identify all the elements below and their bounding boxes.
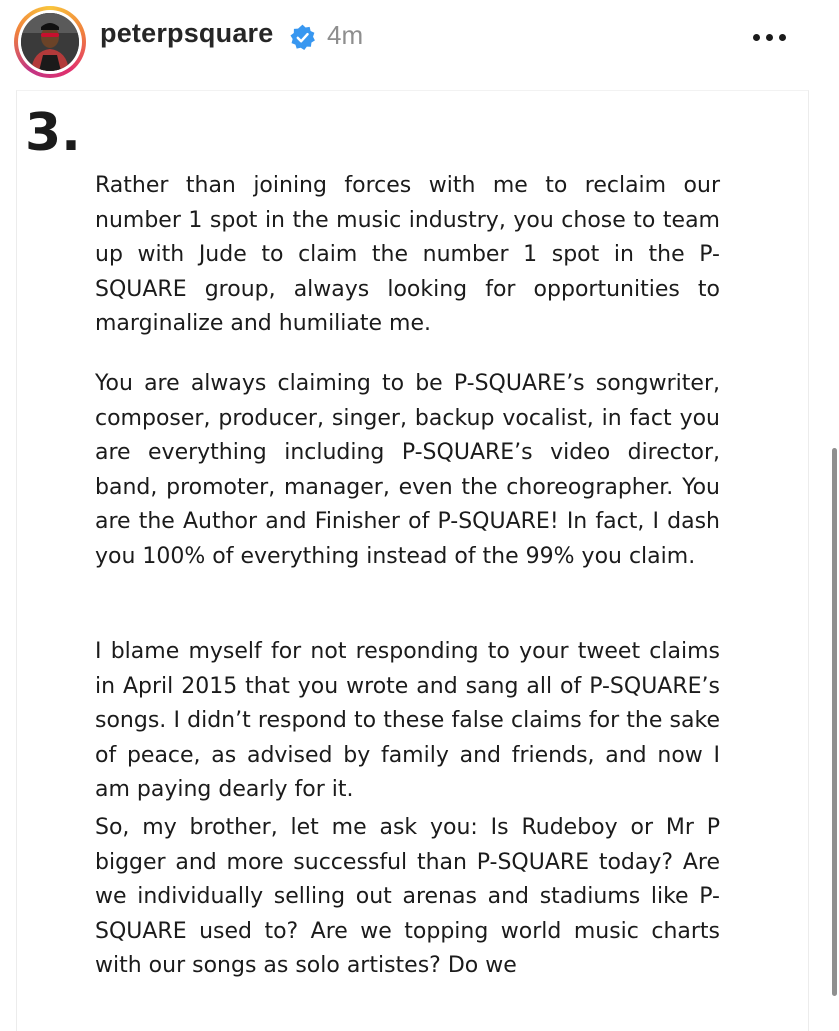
section-number: 3. <box>25 103 81 163</box>
avatar[interactable] <box>21 13 79 71</box>
post-header <box>0 0 839 84</box>
verified-badge-icon <box>289 24 316 51</box>
paragraph-2: You are always claiming to be P-SQUARE’s songwriter, composer, producer, singer, backup vocalist, in fact you are everything including P-SQUARE’s video director, band, promoter, manager, even the choreographer. You are the Author and Finisher of P-SQUARE! In fact, I dash you 100% of everything instead of the 99% you claim. <box>95 371 720 569</box>
more-options-button[interactable] <box>751 34 791 44</box>
post-image-document <box>16 90 809 1031</box>
scrollbar[interactable] <box>832 448 837 996</box>
more-horizontal-icon <box>753 34 760 41</box>
avatar-image <box>21 13 79 71</box>
paragraph-4: So, my brother, let me ask you: Is Rudeboy or Mr P bigger and more successful than P-SQUARE today? Are we individually selling out arenas and stadiums like P-SQUARE used to? Are we topping world music charts with our songs as solo artistes? Do we <box>95 815 720 978</box>
paragraph-1: Rather than joining forces with me to reclaim our number 1 spot in the music industry, you chose to team up with Jude to claim the number 1 spot in the P-SQUARE group, always looking for opportunities to marginalize and humiliate me. <box>95 173 720 336</box>
username[interactable]: peterpsquare <box>100 18 274 48</box>
post-time: 4m <box>327 20 364 50</box>
story-ring[interactable] <box>14 6 86 78</box>
paragraph-3: I blame myself for not responding to your tweet claims in April 2015 that you wrote and sang all of P-SQUARE’s songs. I didn’t respond to these false claims for the sake of peace, as advised by family and friends, and now I am paying dearly for it. <box>95 639 720 802</box>
